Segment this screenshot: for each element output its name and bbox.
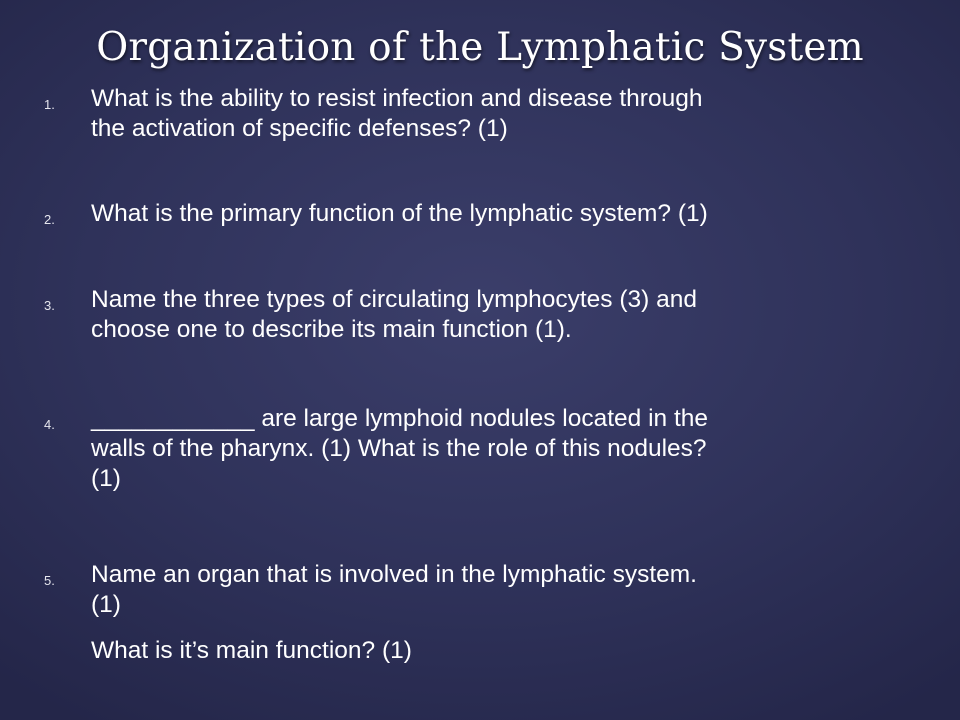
question-number: 5. [44, 573, 55, 588]
question-line: What is the primary function of the lymphatic system? (1) [91, 200, 708, 227]
question-text [91, 84, 906, 144]
question-text [91, 285, 906, 345]
question-line: Name the three types of circulating lymphocytes (3) and [91, 286, 697, 313]
question-text [91, 199, 906, 229]
question-number: 3. [44, 298, 55, 313]
question-line: choose one to describe its main function (1). [91, 316, 572, 343]
followup-question: What is it’s main function? (1) [91, 637, 412, 664]
question-line: What is the ability to resist infection and disease through [91, 85, 703, 112]
question-number: 2. [44, 212, 55, 227]
question-line: ____________ are large lymphoid nodules located in the [91, 405, 709, 432]
question-text [91, 560, 906, 620]
question-line: Name an organ that is involved in the lymphatic system. [91, 561, 697, 588]
question-text [91, 404, 906, 494]
question-line: walls of the pharynx. (1) What is the role of this nodules? [91, 435, 707, 462]
question-line: (1) [91, 465, 121, 492]
question-number: 1. [44, 97, 55, 112]
question-number: 4. [44, 417, 55, 432]
slide-title: Organization of the Lymphatic System [96, 25, 864, 70]
question-line: the activation of specific defenses? (1) [91, 115, 508, 142]
question-line: (1) [91, 591, 121, 618]
